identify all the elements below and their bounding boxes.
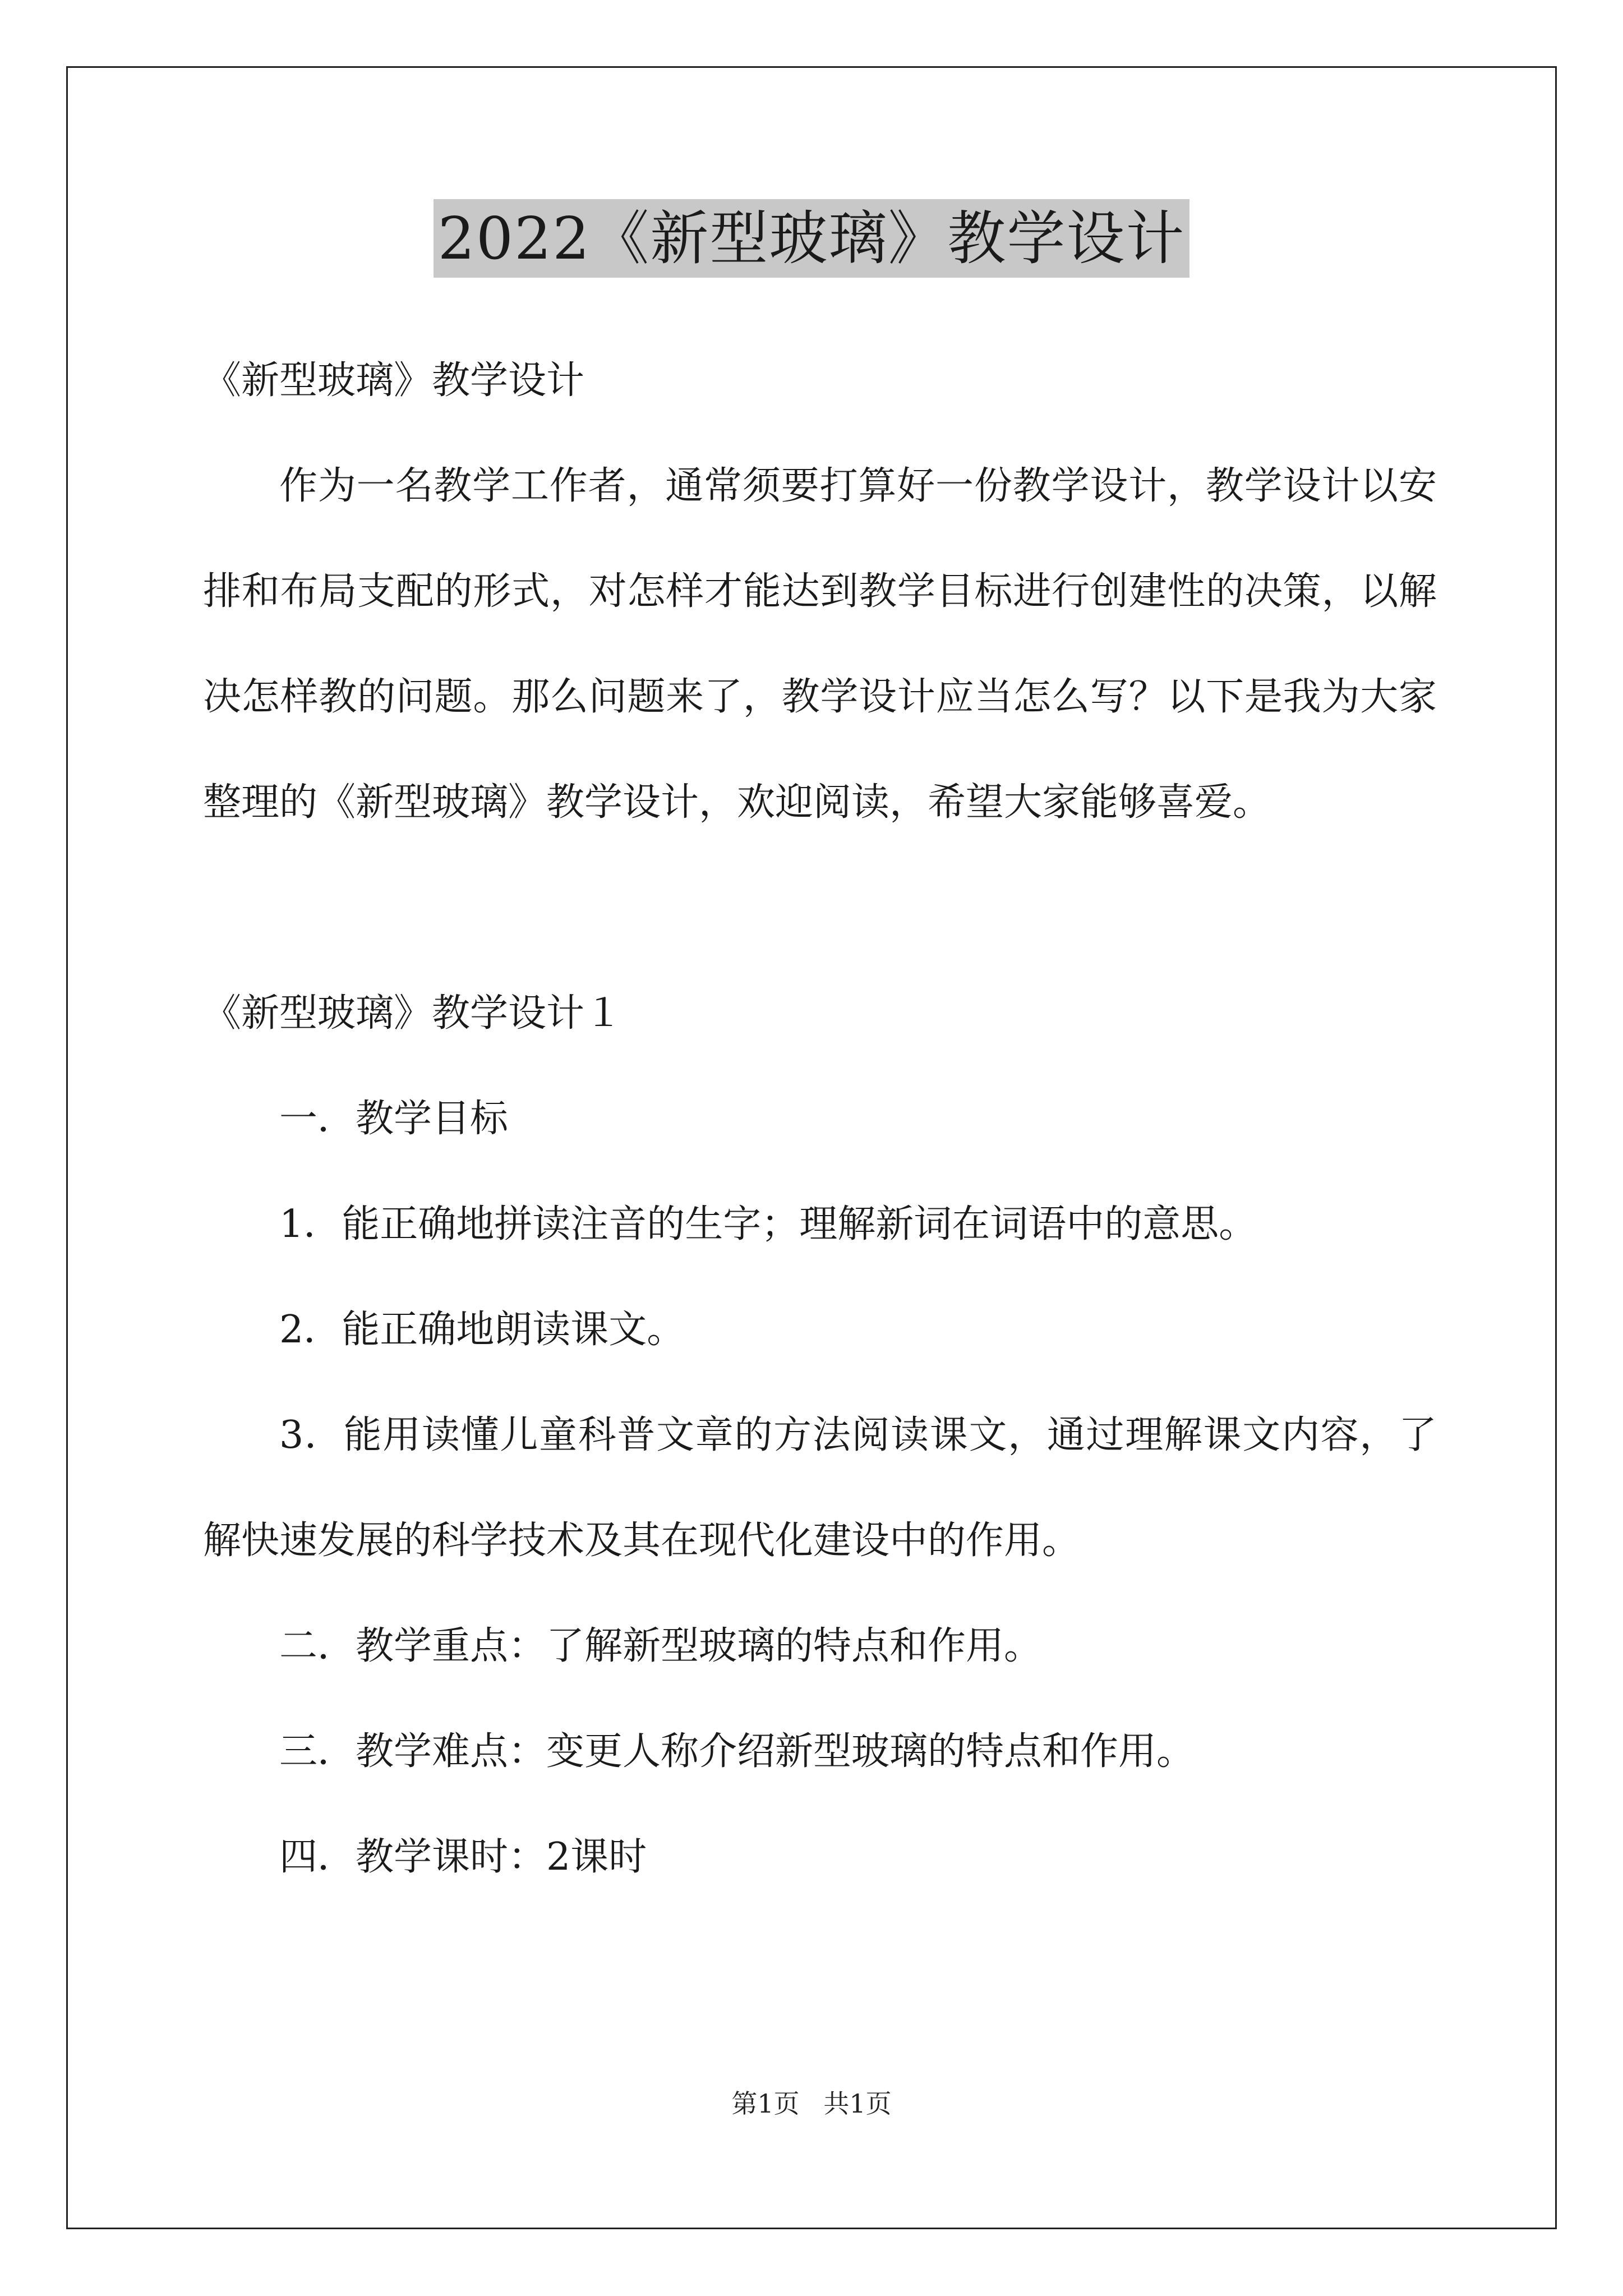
document-body [203, 328, 1437, 1910]
section-heading-objectives: 一．教学目标 [279, 1097, 509, 1141]
spacer [203, 855, 1437, 961]
teaching-difficulty: 三．教学难点：变更人称介绍新型玻璃的特点和作用。 [279, 1729, 1195, 1774]
page-footer [0, 2087, 1623, 2120]
objective-item-1: 1．能正确地拼读注音的生字；理解新词在词语中的意思。 [279, 1202, 1257, 1246]
document-subtitle: 《新型玻璃》教学设计 [203, 358, 585, 403]
page-number: 第1页 [731, 2088, 800, 2119]
intro-paragraph: 作为一名教学工作者，通常须要打算好一份教学设计，教学设计以安排和布局支配的形式，对怎样才能达到教学目标进行创建性的决策，以解决怎样教的问题。那么问题来了，教学设计应当怎么写？以下是我为大家整理的《新型玻璃》教学设计，欢迎阅读，希望大家能够喜爱。 [203, 464, 1437, 825]
page-total: 共1页 [823, 2088, 892, 2119]
objective-item-2: 2．能正确地朗读课文。 [279, 1308, 685, 1352]
teaching-hours: 四．教学课时：2课时 [279, 1835, 647, 1879]
section-title: 《新型玻璃》教学设计１ [203, 991, 623, 1036]
teaching-focus: 二．教学重点：了解新型玻璃的特点和作用。 [279, 1624, 1043, 1668]
title-wrap [0, 199, 1623, 278]
objective-item-3: 3．能用读懂儿童科普文章的方法阅读课文，通过理解课文内容，了解快速发展的科学技术及其在现代化建设中的作用。 [203, 1413, 1437, 1563]
document-title: 2022《新型玻璃》教学设计 [434, 199, 1190, 278]
